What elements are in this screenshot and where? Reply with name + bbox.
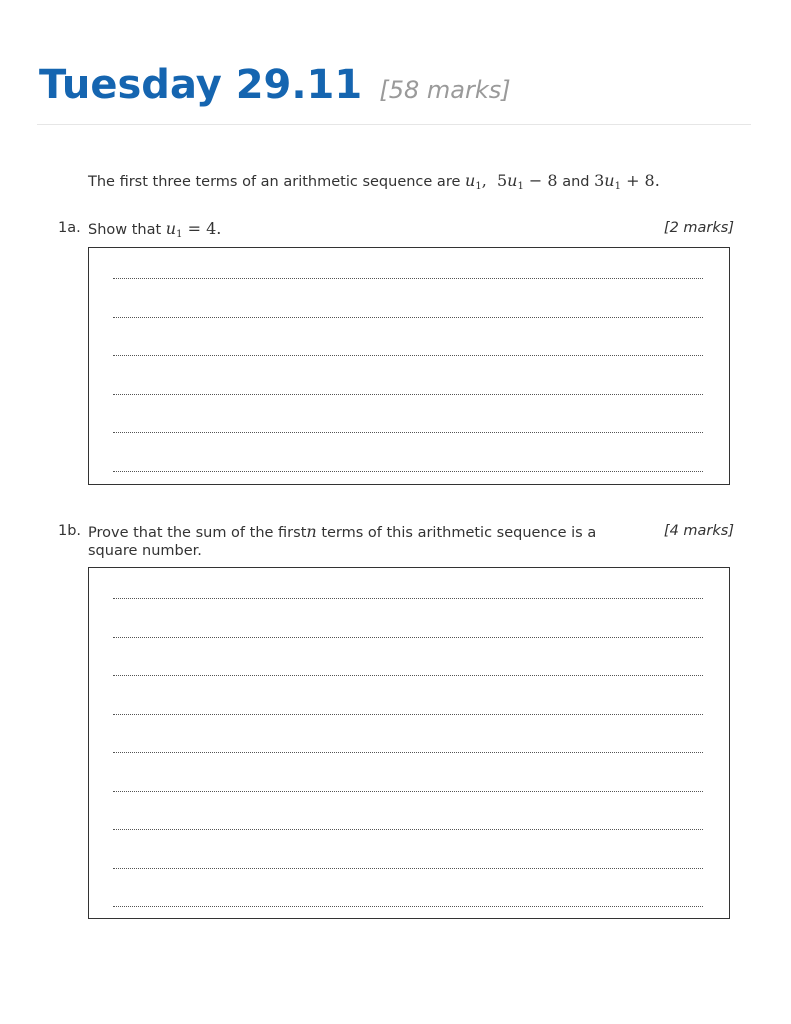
intro-and: and	[562, 174, 590, 190]
answer-line	[113, 598, 703, 599]
question-1a-marks: [2 marks]	[663, 220, 734, 236]
answer-line	[113, 791, 703, 792]
intro-math-terms: $u_1$, $5u_1 - 8$	[465, 171, 558, 192]
header-divider	[37, 124, 751, 125]
question-1a-text: Show that $u_1 = 4$.	[88, 219, 222, 240]
answer-line	[113, 471, 703, 472]
answer-box-1a[interactable]	[88, 247, 730, 485]
answer-line	[113, 637, 703, 638]
answer-line	[113, 714, 703, 715]
total-marks: [58 marks]	[379, 76, 511, 104]
answer-box-1b[interactable]	[88, 567, 730, 919]
answer-line	[113, 906, 703, 907]
answer-line	[113, 394, 703, 395]
intro-statement	[88, 171, 660, 190]
answer-line	[113, 752, 703, 753]
answer-line	[113, 868, 703, 869]
intro-text: The first three terms of an arithmetic sequence are	[88, 174, 461, 190]
answer-line	[113, 829, 703, 830]
answer-line	[113, 317, 703, 318]
answer-line	[113, 278, 703, 279]
question-1b-text: Prove that the sum of the firstn terms of this arithmetic sequence is a square number.	[88, 522, 597, 559]
answer-line	[113, 432, 703, 433]
question-1b-number: 1b.	[58, 523, 82, 539]
page-title: Tuesday 29.11	[39, 62, 363, 108]
question-1b-marks: [4 marks]	[663, 523, 734, 539]
answer-line	[113, 675, 703, 676]
page-header	[39, 62, 511, 108]
question-1a-number: 1a.	[58, 220, 81, 236]
answer-line	[113, 355, 703, 356]
intro-math-term3: $3u_1 + 8$.	[594, 171, 660, 192]
